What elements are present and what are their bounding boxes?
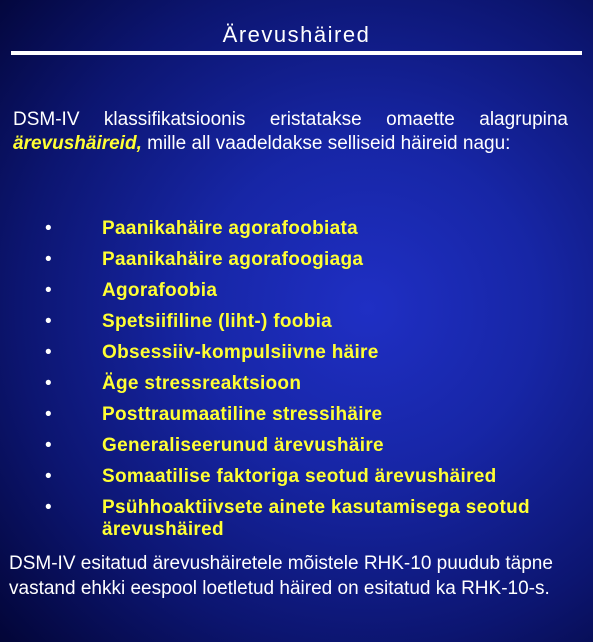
intro-paragraph	[13, 108, 568, 156]
list-item	[0, 435, 593, 457]
intro-text-after: mille all vaadeldakse selliseid häireid nagu:	[141, 133, 511, 154]
list-item-label: Psühhoaktiivsete ainete kasutamisega seotud ärevushäired	[102, 497, 530, 540]
list-item	[0, 218, 593, 240]
list-item	[0, 249, 593, 271]
closing-paragraph: DSM-IV esitatud ärevushäiretele mõistele RHK-10 puudub täpne vastand ehkki eespool loetletud häired on esitatud ka RHK-10-s.	[9, 553, 553, 599]
list-item-label: Obsessiiv-kompulsiivne häire	[102, 342, 379, 363]
list-item	[0, 280, 593, 302]
bullet-icon: •	[45, 218, 52, 239]
bullet-icon: •	[45, 466, 52, 487]
bullet-icon: •	[45, 280, 52, 301]
disorder-list	[0, 218, 593, 550]
list-item	[0, 342, 593, 364]
list-item-label: Posttraumaatiline stressihäire	[102, 404, 383, 425]
list-item-label: Agorafoobia	[102, 280, 218, 301]
list-item	[0, 466, 593, 488]
list-item-label: Äge stressreaktsioon	[102, 373, 302, 394]
intro-emphasis: ärevushäireid,	[13, 133, 142, 154]
bullet-icon: •	[45, 342, 52, 363]
list-item-label: Generaliseerunud ärevushäire	[102, 435, 384, 456]
slide-title: Ärevushäired	[222, 22, 371, 47]
bullet-icon: •	[45, 497, 52, 518]
list-item	[0, 373, 593, 395]
bullet-icon: •	[45, 249, 52, 270]
list-item-label: Paanikahäire agorafoogiaga	[102, 249, 364, 270]
list-item	[0, 497, 593, 541]
bullet-icon: •	[45, 404, 52, 425]
list-item-label: Spetsiifiline (liht-) foobia	[102, 311, 333, 332]
bullet-icon: •	[45, 373, 52, 394]
title-underline	[11, 51, 582, 55]
bullet-icon: •	[45, 435, 52, 456]
bullet-icon: •	[45, 311, 52, 332]
list-item-label: Paanikahäire agorafoobiata	[102, 218, 358, 239]
list-item	[0, 404, 593, 426]
list-item	[0, 311, 593, 333]
list-item-label: Somaatilise faktoriga seotud ärevushäired	[102, 466, 497, 487]
intro-text-before: DSM-IV klassifikatsioonis eristatakse omaette alagrupina	[13, 109, 568, 130]
